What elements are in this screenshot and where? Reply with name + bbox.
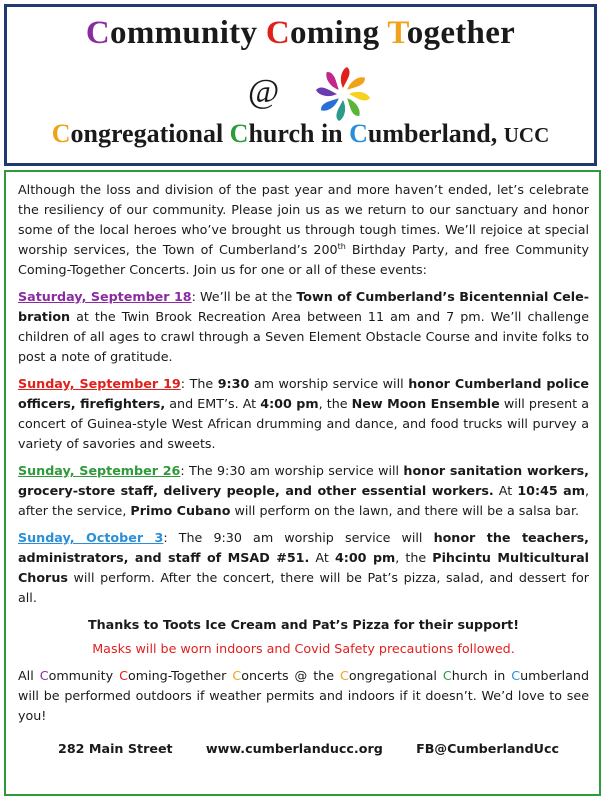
events-content [18,180,589,759]
event-highlight: 4:00 pm [334,550,396,565]
event-text: : The [180,376,218,391]
event-sep18 [18,287,589,367]
address: 282 Main Street [58,741,173,756]
intro-text: Although the loss and division of the past year and more haven’t ended, let’s celebrate the resiliency of our community. Please join us as we return to our sanctuary and honor some of the local heroes who’ve brought us through tough times. We’ll rejoice at special worship services, the Town of Cumberland’s 200 [18,182,589,257]
event-text: : The 9:30 am worship service will [163,530,434,545]
closing-text: umberland will be performed outdoors if weather permits and indoors if it doesn’t. We’d love to see you! [18,668,589,723]
closing-initial: C [232,668,242,683]
at-sign: @ [248,73,280,110]
intro-superscript: th [337,241,346,251]
church-initial: C [51,119,71,148]
masks-notice: Masks will be worn indoors and Covid Safety precautions followed. [92,641,515,656]
title-initial: C [265,15,290,51]
event-highlight: 10:45 am [517,483,585,498]
closing-initial: C [39,668,49,683]
church-word: umberland, [367,119,504,148]
event-highlight: Primo Cubano [130,503,231,518]
event-text: , the [318,396,352,411]
contact-footer [18,733,589,759]
title-word: oming [289,15,388,51]
facebook-handle[interactable]: FB@CumberlandUcc [416,741,559,756]
event-text: will perform on the lawn, and there will be a salsa bar. [230,503,580,518]
event-sep26 [18,461,589,521]
event-highlight: honor Cumberland police officers, firefighters, [18,376,589,411]
event-sep19 [18,374,589,454]
closing-text: ongregational [348,668,443,683]
closing-text: All [18,668,40,683]
event-oct3 [18,528,589,608]
thanks-line [18,615,589,635]
closing-initial: C [119,668,128,683]
closing-text: oming-Together [127,668,233,683]
at-line [7,65,594,123]
event-text: will perform. After the concert, there will be Pat’s pizza, salad, and dessert for all. [18,570,589,605]
church-initial: C [229,119,249,148]
thanks-text: Thanks to Toots Ice Cream and Pat’s Pizza for their support! [87,617,520,632]
event-text: At [309,550,335,565]
event-text: At [493,483,518,498]
website-link[interactable]: www.cumberlanducc.org [205,741,383,756]
event-highlight: 9:30 [217,376,250,391]
event-highlight: New Moon Ensemble [351,396,500,411]
event-text: : The 9:30 am worship service will [180,463,404,478]
church-word: hurch in [248,119,350,148]
event-highlight: 4:00 pm [260,396,319,411]
event-text: at the Twin Brook Recreation Area between 11 am and 7 pm. We’ll challenge children of all ages to crawl through a Seven Element Obstacle Course and invite folks to post a note of gratitude. [18,309,589,364]
event-text: , after the service, [18,483,589,518]
closing-text: oncerts @ the [241,668,340,683]
church-suffix: UCC [503,123,550,147]
event-text: will present a concert of Guinea-style West African drumming and dance, and food trucks will purvey a variety of savories and sweets. [18,396,590,451]
closing-initial: C [511,668,521,683]
event-highlight: Pihcintu Multicultural Chorus [18,550,590,585]
header-banner [4,4,597,166]
title-word: ogether [406,15,516,51]
event-date: Sunday, September 26 [18,463,181,478]
title-initial: C [85,15,111,51]
event-highlight: honor the teachers, administrators, and staff of MSAD #51. [18,530,589,565]
closing-paragraph [18,666,589,726]
event-highlight: Town of Cumberland’s Bicentennial Celebration [18,289,590,324]
event-text: : We’ll be at the [191,289,297,304]
church-word: ongregational [70,119,230,148]
intro-text: Birthday Party, and free Community Coming-Together Concerts. Join us for one or all of these events: [18,242,589,277]
event-text: , the [395,550,433,565]
closing-initial: C [442,668,452,683]
events-panel [4,170,601,796]
intro-paragraph [18,180,589,280]
hands-circle-logo-icon [313,65,373,123]
church-initial: C [349,119,368,148]
event-date: Saturday, September 18 [18,289,192,304]
church-name [7,119,594,149]
event-date: Sunday, September 19 [18,376,181,391]
event-highlight: honor sanitation workers, grocery-store staff, delivery people, and other essential workers. [18,463,589,498]
closing-initial: C [340,668,349,683]
poster-title [7,15,594,52]
closing-text: ommunity [48,668,120,683]
title-word: ommunity [110,15,266,51]
closing-text: hurch in [451,668,512,683]
title-initial: T [387,15,407,51]
event-date: Sunday, October 3 [18,530,164,545]
event-text: am worship service will [249,376,409,391]
event-text: and EMT’s. At [165,396,261,411]
